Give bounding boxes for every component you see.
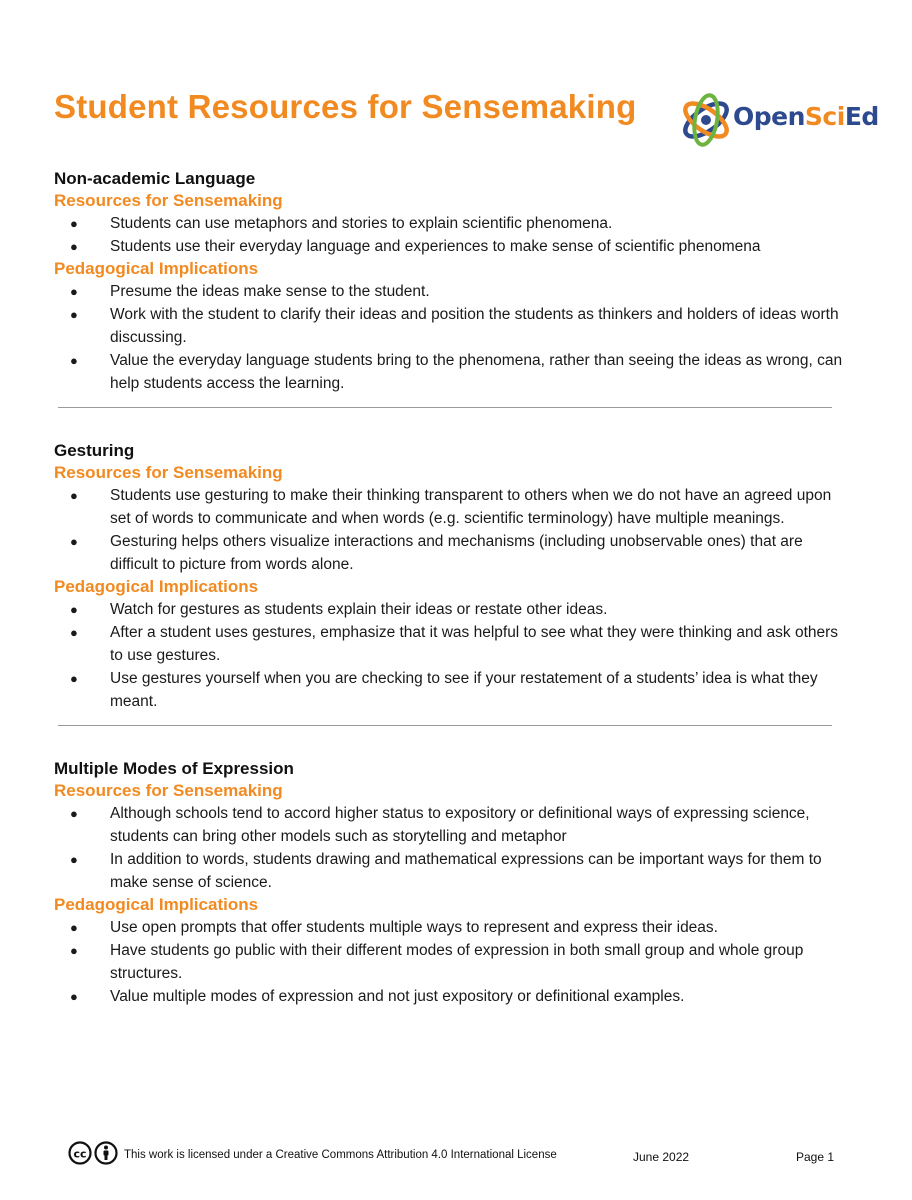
bullet-icon: ● (70, 806, 78, 821)
list-item: ● Watch for gestures as students explain their ideas or restate other ideas. (54, 598, 844, 621)
list-item: ● Use open prompts that offer students multiple ways to represent and express their ideas. (54, 916, 844, 939)
list-item: ● After a student uses gestures, emphasize that it was helpful to see what they were thinking and ask others to use gestures. (54, 621, 844, 667)
implications-heading: Pedagogical Implications (54, 259, 259, 278)
list-item: ● Use gestures yourself when you are checking to see if your restatement of a students’ idea is what they meant. (54, 667, 844, 713)
license-text: This work is licensed under a Creative Commons Attribution 4.0 International License (124, 1149, 557, 1161)
bullet-icon: ● (70, 989, 78, 1004)
bullet-icon: ● (70, 353, 78, 368)
implications-list (54, 280, 844, 395)
bullet-icon: ● (70, 625, 78, 640)
logo-text-ed: Ed (844, 102, 879, 131)
resources-heading: Resources for Sensemaking (54, 463, 283, 482)
list-item: ● Have students go public with their different modes of expression in both small group and whole group structures. (54, 939, 844, 985)
section-gesturing (54, 440, 844, 726)
bullet-icon: ● (70, 671, 78, 686)
implications-list (54, 916, 844, 1008)
bullet-icon: ● (70, 602, 78, 617)
footer-date: June 2022 (633, 1150, 690, 1164)
implications-heading: Pedagogical Implications (54, 895, 259, 914)
logo-wordmark (733, 102, 879, 131)
resources-list (54, 484, 844, 576)
creative-commons-icon (70, 1143, 91, 1164)
bullet-icon: ● (70, 852, 78, 867)
resources-heading: Resources for Sensemaking (54, 191, 283, 210)
list-item: ● In addition to words, students drawing and mathematical expressions can be important ways for them to make sense of science. (54, 848, 844, 894)
list-item: ● Although schools tend to accord higher status to expository or definitional ways of expressing science, students can bring other models such as storytelling and metaphor (54, 802, 844, 848)
list-item: ● Value the everyday language students bring to the phenomena, rather than seeing the ideas as wrong, can help students access the learning. (54, 349, 844, 395)
bullet-icon: ● (70, 216, 78, 231)
section-multiple-modes-of-expression (54, 758, 844, 1008)
openscied-logo (678, 90, 878, 150)
page-footer (68, 1138, 848, 1170)
bullet-icon: ● (70, 943, 78, 958)
page-number: Page 1 (796, 1150, 835, 1164)
list-item: ● Presume the ideas make sense to the student. (54, 280, 844, 303)
openscied-atom-logo-icon (678, 90, 734, 150)
resources-list (54, 212, 844, 258)
implications-heading: Pedagogical Implications (54, 577, 259, 596)
section-heading: Non-academic Language (54, 169, 256, 188)
logo-text-sci: Sci (804, 102, 845, 131)
list-item: ● Work with the student to clarify their ideas and position the students as thinkers and holders of ideas worth discussing. (54, 303, 844, 349)
bullet-icon: ● (70, 307, 78, 322)
content (54, 168, 844, 1008)
list-item: ● Students use their everyday language and experiences to make sense of scientific phenomena (54, 235, 844, 258)
svg-text:cc: cc (73, 1147, 87, 1161)
bullet-icon: ● (70, 534, 78, 549)
resources-heading: Resources for Sensemaking (54, 781, 283, 800)
bullet-icon: ● (70, 488, 78, 503)
resources-list (54, 802, 844, 894)
list-item: ● Students can use metaphors and stories to explain scientific phenomena. (54, 212, 844, 235)
list-item: ● Students use gesturing to make their thinking transparent to others when we do not have an agreed upon set of words to communicate and when words (e.g. scientific terminology) have multiple meanings. (54, 484, 844, 530)
section-heading: Gesturing (54, 441, 135, 460)
attribution-icon (96, 1143, 117, 1164)
list-item: ● Gesturing helps others visualize interactions and mechanisms (including unobservable ones) that are difficult to picture from words alone. (54, 530, 844, 576)
bullet-icon: ● (70, 920, 78, 935)
bullet-icon: ● (70, 284, 78, 299)
section-heading: Multiple Modes of Expression (54, 759, 294, 778)
logo-text-open: Open (733, 102, 805, 131)
section-non-academic-language (54, 168, 844, 408)
implications-list (54, 598, 844, 713)
list-item: ● Value multiple modes of expression and not just expository or definitional examples. (54, 985, 844, 1008)
bullet-icon: ● (70, 239, 78, 254)
page-title: Student Resources for Sensemaking (54, 88, 637, 125)
